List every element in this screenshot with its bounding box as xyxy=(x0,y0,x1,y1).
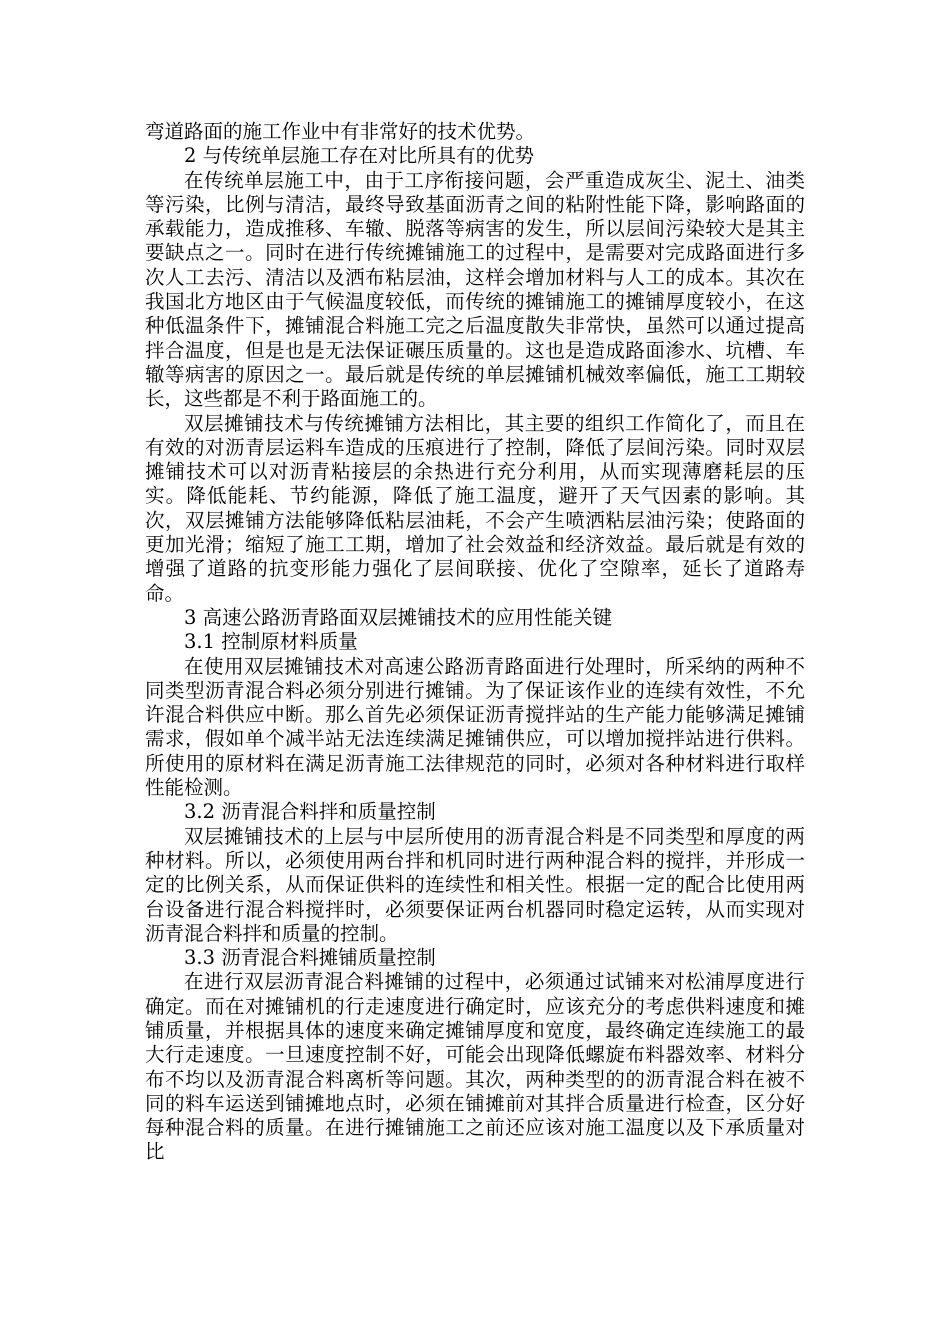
paragraph-continuation: 弯道路面的施工作业中有非常好的技术优势。 xyxy=(145,120,536,143)
paragraph-paving-quality-control: 在进行双层沥青混合料摊铺的过程中，必须通过试铺来对松浦厚度进行确定。而在对摊铺机的行走速度进行确定时，应该充分的考虑供料速度和摊铺质量，并根据具体的速度来确定摊铺厚度和宽度，最终确定连续施工的最大行走速度。一旦速度控制不好，可能会出现降低螺旋布料器效率、材料分布不均以及沥青混合料离析等问题。其次，两种类型的的沥青混合料在被不同的料车运送到铺摊地点时，必须在铺摊前对其拌合质量进行检查，区分好每种混合料的质量。在进行摊铺施工之前还应该对施工温度以及下承质量对比 xyxy=(145,970,805,1164)
subsection-heading-3-1: 3.1 控制原材料质量 xyxy=(184,630,358,654)
paragraph-double-layer-advantages: 双层摊铺技术与传统摊铺方法相比，其主要的组织工作简化了，而且在有效的对沥青层运料车造成的压痕进行了控制，降低了层间污染。同时双层摊铺技术可以对沥青粘接层的余热进行充分利用，从而实现薄磨耗层的压实。降低能耗、节约能源，降低了施工温度，避开了天气因素的影响。其次，双层摊铺方法能够降低粘层油耗，不会产生喷洒粘层油污染；使路面的更加光滑；缩短了施工工期，增加了社会效益和经济效益。最后就是有效的增强了道路的抗变形能力强化了层间联接、优化了空隙率，延长了道路寿命。 xyxy=(145,411,805,605)
paragraph-raw-material-control: 在使用双层摊铺技术对高速公路沥青路面进行处理时，所采纳的两种不同类型沥青混合料必须分别进行摊铺。为了保证该作业的连续有效性，不允许混合料供应中断。那么首先必须保证沥青搅拌站的生产能力能够满足摊铺需求，假如单个减半站无法连续满足摊铺供应，可以增加搅拌站进行供料。所使用的原材料在满足沥青施工法律规范的同时，必须对各种材料进行取样性能检测。 xyxy=(145,654,805,800)
subsection-heading-3-3: 3.3 沥青混合料摊铺质量控制 xyxy=(184,946,436,970)
paragraph-single-layer-drawbacks: 在传统单层施工中，由于工序衔接问题，会严重造成灰尘、泥土、油类等污染，比例与清洁，最终导致基面沥青之间的粘附性能下降，影响路面的承载能力，造成推移、车辙、脱落等病害的发生，所以层间污染较大是其主要缺点之一。同时在进行传统摊铺施工的过程中，是需要对完成路面进行多次人工去污、清洁以及洒布粘层油，这样会增加材料与人工的成本。其次在我国北方地区由于气候温度较低，而传统的摊铺施工的摊铺厚度较小，在这种低温条件下，摊铺混合料施工完之后温度散失非常快，虽然可以通过提高拌合温度，但是也是无法保证碾压质量的。这也是造成路面渗水、坑槽、车辙等病害的原因之一。最后就是传统的单层摊铺机械效率偏低，施工工期较长，这些都是不利于路面施工的。 xyxy=(145,168,805,411)
subsection-heading-3-2: 3.2 沥青混合料拌和质量控制 xyxy=(184,800,436,824)
document-body xyxy=(145,120,805,1165)
section-heading-3: 3 高速公路沥青路面双层摊铺技术的应用性能关键 xyxy=(184,605,613,629)
paragraph-mixing-quality-control: 双层摊铺技术的上层与中层所使用的沥青混合料是不同类型和厚度的两种材料。所以，必须使用两台拌和机同时进行两种混合料的搅拌，并形成一定的比例关系，从而保证供料的连续性和相关性。根据一定的配合比使用两台设备进行混合料搅拌时，必须要保证两台机器同时稳定运转，从而实现对沥青混合料拌和质量的控制。 xyxy=(145,824,805,945)
section-heading-2: 2 与传统单层施工存在对比所具有的优势 xyxy=(184,144,535,168)
